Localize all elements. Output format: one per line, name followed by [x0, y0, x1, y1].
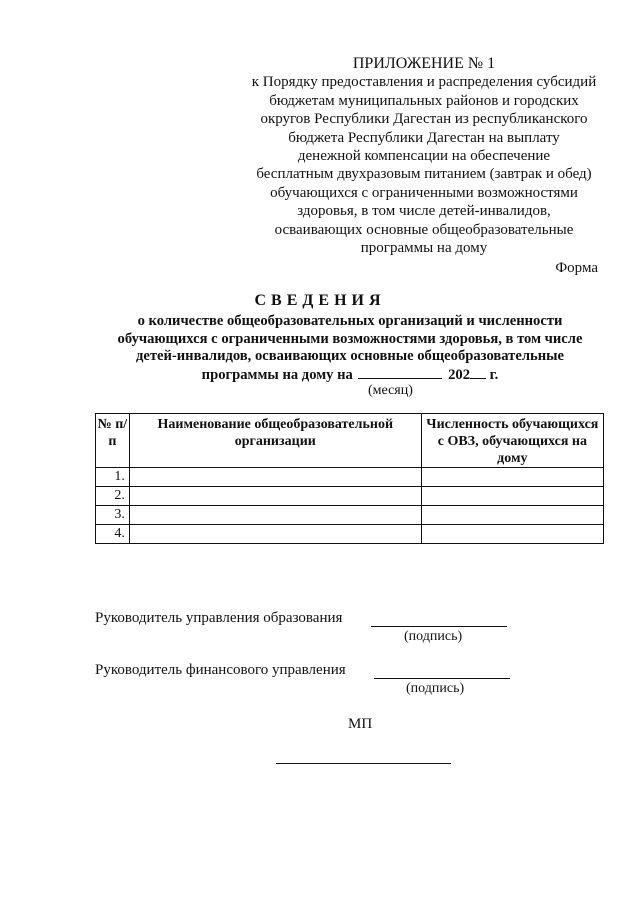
column-header-number: № п/п — [96, 414, 130, 468]
table-row — [96, 468, 604, 487]
table-row — [96, 525, 604, 544]
form-label: Форма — [555, 260, 598, 276]
stamp-label: МП — [348, 716, 373, 732]
appendix-line: бюджета Республики Дагестан на выплату — [288, 129, 560, 146]
appendix-header — [236, 55, 612, 257]
appendix-line: бюджетам муниципальных районов и городских — [269, 92, 579, 109]
organization-cell[interactable] — [129, 506, 421, 525]
appendix-title: ПРИЛОЖЕНИЕ № 1 — [352, 55, 496, 72]
appendix-line: бесплатным двухразовым питанием (завтрак и обед) — [256, 166, 592, 183]
bottom-signature-line — [276, 763, 451, 764]
education-head-signature-hint: (подпись) — [404, 629, 463, 644]
count-cell[interactable] — [421, 506, 603, 525]
report-title: СВЕДЕНИЯ — [254, 292, 386, 309]
appendix-line: программы на дому — [360, 240, 488, 257]
report-subtitle — [100, 313, 600, 384]
report-period-text: программы на дому на — [201, 366, 353, 383]
table-row — [96, 487, 604, 506]
appendix-line: здоровья, в том числе детей-инвалидов, — [297, 203, 551, 220]
column-header-organization: Наименование общеобразовательной организации — [129, 414, 421, 468]
row-number: 4. — [96, 525, 130, 544]
report-subtitle-line: обучающихся с ограниченными возможностями здоровья, в том числе — [117, 330, 583, 347]
count-cell[interactable] — [421, 525, 603, 544]
education-head-signature-line[interactable] — [371, 625, 507, 627]
appendix-line: осваивающих основные общеобразовательные — [274, 221, 574, 238]
count-cell[interactable] — [421, 468, 603, 487]
finance-head-signature-hint: (подпись) — [406, 681, 465, 696]
education-head-signature-title: Руководитель управления образования — [95, 610, 343, 626]
row-number: 1. — [96, 468, 130, 487]
finance-head-signature-line[interactable] — [374, 677, 510, 679]
organizations-table — [95, 413, 604, 544]
appendix-line: к Порядку предоставления и распределения субсидий — [251, 74, 597, 91]
organization-cell[interactable] — [129, 487, 421, 506]
organization-cell[interactable] — [129, 525, 421, 544]
row-number: 3. — [96, 506, 130, 525]
table-row — [96, 506, 604, 525]
table-header-row — [96, 414, 604, 468]
row-number: 2. — [96, 487, 130, 506]
count-cell[interactable] — [421, 487, 603, 506]
organization-cell[interactable] — [129, 468, 421, 487]
appendix-line: денежной компенсации на обеспечение — [297, 148, 551, 165]
report-subtitle-line: детей-инвалидов, осваивающих основные общеобразовательные — [135, 348, 565, 365]
year-blank-field[interactable] — [470, 366, 486, 379]
month-hint: (месяц) — [368, 383, 413, 398]
appendix-line: округов Республики Дагестан из республиканского — [260, 111, 588, 128]
column-header-count: Численность обучающихся с ОВЗ, обучающихся на дому — [421, 414, 603, 468]
finance-head-signature-title: Руководитель финансового управления — [95, 662, 346, 678]
month-blank-field[interactable] — [358, 366, 442, 379]
report-subtitle-last-line — [100, 366, 600, 385]
year-prefix: 202 — [448, 366, 471, 383]
appendix-line: обучающихся с ограниченными возможностями — [270, 184, 578, 201]
report-subtitle-line: о количестве общеобразовательных организаций и численности — [137, 313, 563, 329]
year-suffix: г. — [489, 366, 499, 383]
